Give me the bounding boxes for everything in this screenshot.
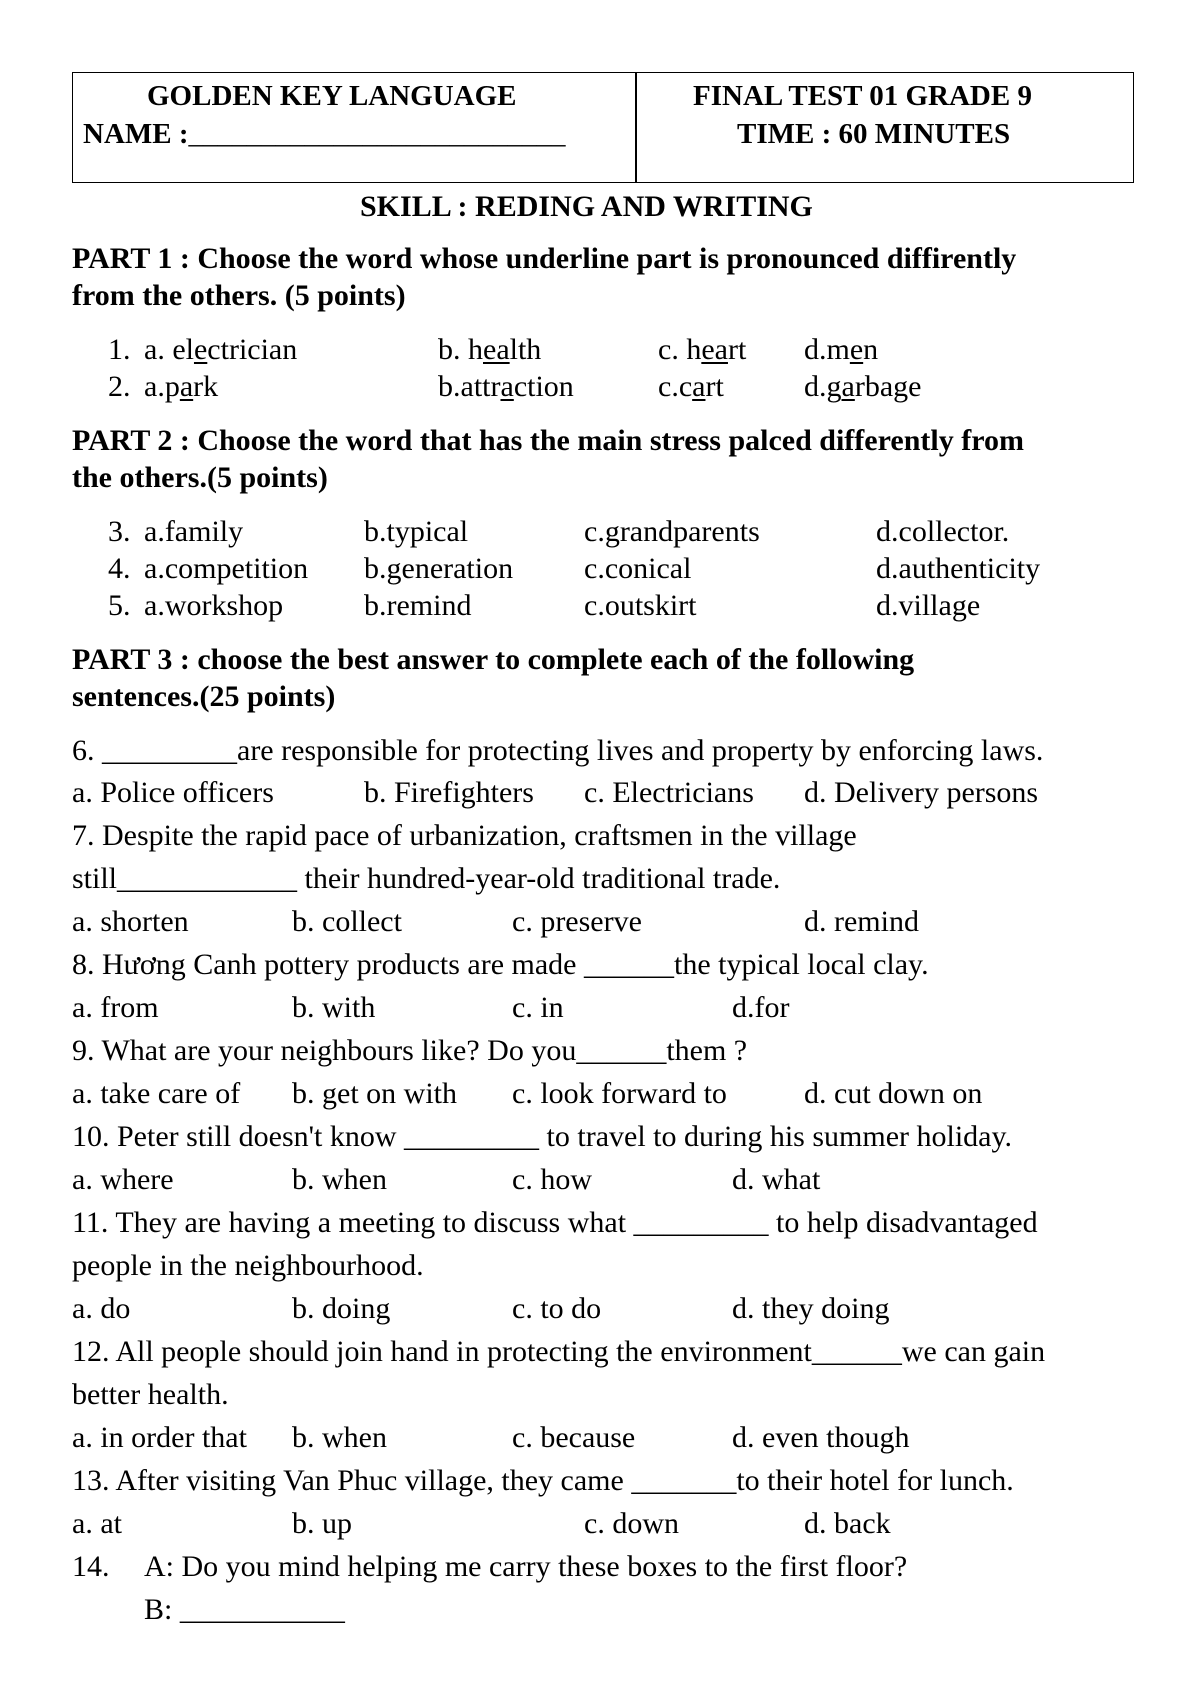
q4-option-d: d.authenticity	[876, 552, 1041, 585]
header-divider	[635, 73, 637, 182]
q4-option-b: b.generation	[364, 552, 514, 585]
q7-text-2: still____________ their hundred-year-old traditional trade.	[72, 862, 781, 895]
q11-option-d: d. they doing	[732, 1292, 890, 1325]
q7-option-c: c. preserve	[512, 905, 642, 938]
q5-option-a: a.workshop	[144, 589, 284, 622]
q10-option-d: d. what	[732, 1163, 821, 1196]
part1-instruction-1: PART 1 : Choose the word whose underline part is pronounced diffirently	[72, 242, 1017, 275]
q10-text: 10. Peter still doesn't know _________ to travel to during his summer holiday.	[72, 1120, 1013, 1153]
q6-option-a: a. Police officers	[72, 776, 274, 809]
part3-instruction-1: PART 3 : choose the best answer to complete each of the following	[72, 643, 915, 676]
q14-line-a: A: Do you mind helping me carry these boxes to the first floor?	[144, 1550, 908, 1583]
q5-option-d: d.village	[876, 589, 981, 622]
q9-option-b: b. get on with	[292, 1077, 457, 1110]
q12-option-a: a. in order that	[72, 1421, 247, 1454]
q4-option-c: c.conical	[584, 552, 692, 585]
q13-option-c: c. down	[584, 1507, 679, 1540]
q14-line-b: B: ___________	[144, 1593, 345, 1626]
part1-instruction-2: from the others. (5 points)	[72, 279, 406, 312]
q12-option-b: b. when	[292, 1421, 387, 1454]
q13-text: 13. After visiting Van Phuc village, they came _______to their hotel for lunch.	[72, 1464, 1014, 1497]
q6-option-b: b. Firefighters	[364, 776, 534, 809]
test-time: TIME : 60 MINUTES	[737, 118, 1011, 150]
q9-option-c: c. look forward to	[512, 1077, 727, 1110]
name-blank: __________________________	[188, 118, 566, 150]
q9-option-a: a. take care of	[72, 1077, 241, 1110]
q2-number: 2.	[108, 370, 131, 403]
q1-option-a: a. electrician	[144, 333, 298, 366]
q1-option-c: c. heart	[658, 333, 747, 366]
q2-option-a: a.park	[144, 370, 219, 403]
q8-option-c: c. in	[512, 991, 564, 1024]
q3-option-d: d.collector.	[876, 515, 1010, 548]
q3-option-a: a.family	[144, 515, 244, 548]
part2-instruction-1: PART 2 : Choose the word that has the main stress palced differently from	[72, 424, 1024, 457]
q6-option-d: d. Delivery persons	[804, 776, 1039, 809]
q10-option-a: a. where	[72, 1163, 174, 1196]
q2-option-c: c.cart	[658, 370, 724, 403]
name-label: NAME :	[83, 118, 189, 150]
q5-option-c: c.outskirt	[584, 589, 697, 622]
q6-option-c: c. Electricians	[584, 776, 754, 809]
q11-option-a: a. do	[72, 1292, 131, 1325]
q12-option-c: c. because	[512, 1421, 636, 1454]
q12-text-2: better health.	[72, 1378, 229, 1411]
q1-option-b: b. health	[438, 333, 542, 366]
header-box	[72, 72, 1134, 183]
skill-title: SKILL : REDING AND WRITING	[360, 190, 813, 223]
school-name: GOLDEN KEY LANGUAGE	[147, 80, 517, 112]
q11-option-c: c. to do	[512, 1292, 602, 1325]
q4-number: 4.	[108, 552, 131, 585]
q5-number: 5.	[108, 589, 131, 622]
q2-option-b: b.attraction	[438, 370, 574, 403]
q9-text: 9. What are your neighbours like? Do you______them ?	[72, 1034, 748, 1067]
q13-option-d: d. back	[804, 1507, 891, 1540]
part3-instruction-2: sentences.(25 points)	[72, 680, 336, 713]
q3-option-c: c.grandparents	[584, 515, 760, 548]
q13-option-b: b. up	[292, 1507, 352, 1540]
q3-option-b: b.typical	[364, 515, 469, 548]
q10-option-c: c. how	[512, 1163, 592, 1196]
q8-option-a: a. from	[72, 991, 159, 1024]
q1-option-d: d.men	[804, 333, 879, 366]
q10-option-b: b. when	[292, 1163, 387, 1196]
q7-option-b: b. collect	[292, 905, 402, 938]
q12-option-d: d. even though	[732, 1421, 910, 1454]
q6-text: 6. _________are responsible for protecting lives and property by enforcing laws.	[72, 734, 1044, 767]
q4-option-a: a.competition	[144, 552, 309, 585]
q13-option-a: a. at	[72, 1507, 122, 1540]
q7-option-a: a. shorten	[72, 905, 189, 938]
q7-option-d: d. remind	[804, 905, 919, 938]
test-title: FINAL TEST 01 GRADE 9	[693, 80, 1032, 112]
q5-option-b: b.remind	[364, 589, 472, 622]
q9-option-d: d. cut down on	[804, 1077, 983, 1110]
q7-text-1: 7. Despite the rapid pace of urbanization, craftsmen in the village	[72, 819, 857, 852]
q8-text: 8. Hương Canh pottery products are made ______the typical local clay.	[72, 948, 929, 981]
q11-text-2: people in the neighbourhood.	[72, 1249, 424, 1282]
q1-number: 1.	[108, 333, 131, 366]
part2-instruction-2: the others.(5 points)	[72, 461, 328, 494]
q2-option-d: d.garbage	[804, 370, 922, 403]
name-field	[83, 115, 566, 153]
q14-number: 14.	[72, 1550, 110, 1583]
q3-number: 3.	[108, 515, 131, 548]
q8-option-b: b. with	[292, 991, 376, 1024]
q12-text-1: 12. All people should join hand in protecting the environment______we can gain	[72, 1335, 1046, 1368]
q11-option-b: b. doing	[292, 1292, 391, 1325]
q11-text-1: 11. They are having a meeting to discuss what _________ to help disadvantaged	[72, 1206, 1038, 1239]
q8-option-d: d.for	[732, 991, 790, 1024]
